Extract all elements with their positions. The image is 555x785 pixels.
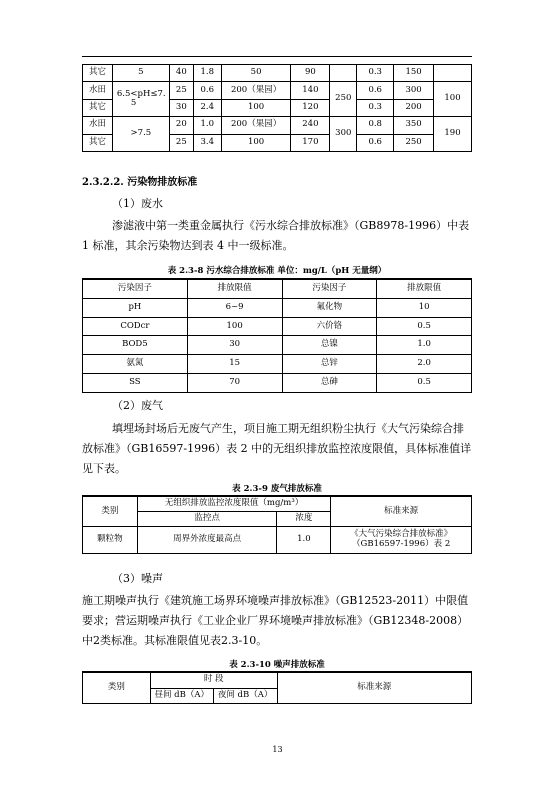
column-header: 类别 <box>83 496 138 527</box>
table-cell <box>434 65 472 82</box>
table-cell: 200（果园） <box>221 117 291 134</box>
table-cell: 100 <box>434 82 472 117</box>
table-header-row <box>83 672 472 688</box>
table-cell: 总锌 <box>282 355 377 374</box>
table-row <box>83 373 472 392</box>
noise-paragraph: 施工期噪声执行《建筑施工场界环境噪声排放标准》（GB12523-2011）中限值要求；营运期噪声执行《工业企业厂界环境噪声排放标准》（GB12348-2008）中2类标准。其标准限值见表2.3-10。 <box>82 594 469 647</box>
table-cell: 0.3 <box>357 65 394 82</box>
table-row <box>83 65 472 82</box>
table-cell: >7.5 <box>112 117 169 152</box>
table-cell: 30 <box>187 336 282 355</box>
table-cell: 100 <box>221 134 291 151</box>
exhaust-paragraph: 填埋场封场后无废气产生，项目施工期无组织粉尘执行《大气污染综合排放标准》（GB16597-1996）表 2 中的无组织排放监控浓度限值，具体标准值详见下表。 <box>82 422 472 475</box>
table-cell: 总砷 <box>282 373 377 392</box>
table-cell: 40 <box>169 65 193 82</box>
table-cell: 50 <box>221 65 291 82</box>
column-header: 无组织排放监控浓度限值（mg/m³） <box>137 496 330 512</box>
table-row <box>83 336 472 355</box>
table-cell: 0.8 <box>357 117 394 134</box>
noise-standard-table <box>82 671 472 704</box>
table-cell: 200（果园） <box>221 82 291 99</box>
column-header: 监控点 <box>137 512 277 527</box>
subsection-noise: （3）噪声 <box>112 572 163 585</box>
table-cell: BOD5 <box>83 336 188 355</box>
column-header: 类别 <box>83 672 151 704</box>
table-cell: 190 <box>434 117 472 152</box>
table-cell: 氨氮 <box>83 355 188 374</box>
table-cell: 15 <box>187 355 282 374</box>
column-header: 污染因子 <box>282 279 377 298</box>
table-cell: 300 <box>394 82 434 99</box>
table-cell: 90 <box>291 65 330 82</box>
column-header: 污染因子 <box>83 279 188 298</box>
table-cell: 350 <box>394 117 434 134</box>
column-header: 标准来源 <box>277 672 471 704</box>
table-cell: 其它 <box>83 134 113 151</box>
table-cell <box>330 65 357 82</box>
table-cell <box>112 82 169 117</box>
table-cell: 六价铬 <box>282 317 377 336</box>
header-rule <box>82 56 472 57</box>
exhaust-standard-table <box>82 495 472 554</box>
table-cell: 1.0 <box>193 117 221 134</box>
table-cell: 3.4 <box>193 134 221 151</box>
column-header: 夜间 dB（A） <box>213 688 277 704</box>
table-caption-exhaust: 表 2.3-9 废气排放标准 <box>232 484 322 494</box>
table-cell: 6~9 <box>187 298 282 317</box>
wastewater-standard-table <box>82 278 472 393</box>
table-row <box>83 317 472 336</box>
table-cell: 水田 <box>83 117 113 134</box>
table-cell: 1.0 <box>277 527 331 554</box>
table-header-row <box>83 279 472 298</box>
table-cell: 总镍 <box>282 336 377 355</box>
column-header: 排放限值 <box>377 279 472 298</box>
table-cell: 1.0 <box>377 336 472 355</box>
table-cell: 250 <box>394 134 434 151</box>
table-cell: 2.4 <box>193 99 221 116</box>
column-header: 昼间 dB（A） <box>150 688 213 704</box>
table-cell: 100 <box>187 317 282 336</box>
table-caption-noise: 表 2.3-10 噪声排放标准 <box>229 660 325 670</box>
table-cell: 300 <box>330 117 357 152</box>
table-header-row <box>83 496 472 512</box>
subsection-wastewater: （1）废水 <box>112 197 163 210</box>
table-cell: 颗粒物 <box>83 527 138 554</box>
column-header: 时 段 <box>150 672 277 688</box>
table-cell: 200 <box>394 99 434 116</box>
page-number: 13 <box>272 745 283 754</box>
table-cell: 25 <box>169 82 193 99</box>
table-cell: 20 <box>169 117 193 134</box>
table-cell: 其它 <box>83 65 113 82</box>
table-cell: 1.8 <box>193 65 221 82</box>
table-cell: 周界外浓度最高点 <box>137 527 277 554</box>
table-cell: CODcr <box>83 317 188 336</box>
table-cell: 170 <box>291 134 330 151</box>
table-row <box>83 298 472 317</box>
table-cell: SS <box>83 373 188 392</box>
column-header: 浓度 <box>277 512 331 527</box>
table-cell: 10 <box>377 298 472 317</box>
table-cell: 100 <box>221 99 291 116</box>
ph-range-cont: 5 <box>130 98 137 109</box>
column-header: 标准来源 <box>331 496 472 527</box>
table-caption-wastewater: 表 2.3-8 污水综合排放标准 单位：mg/L（pH 无量纲） <box>167 266 387 276</box>
table-cell: 2.0 <box>377 355 472 374</box>
table-cell: 30 <box>169 99 193 116</box>
table-cell: 0.6 <box>193 82 221 99</box>
table-cell: 氟化物 <box>282 298 377 317</box>
table-cell: pH <box>83 298 188 317</box>
table-cell: 0.3 <box>357 99 394 116</box>
table-cell: 140 <box>291 82 330 99</box>
table-cell: 0.5 <box>377 317 472 336</box>
table-cell: 其它 <box>83 99 113 116</box>
table-row <box>83 355 472 374</box>
subsection-exhaust: （2）废气 <box>112 399 163 412</box>
table-cell: 150 <box>394 65 434 82</box>
soil-standard-table <box>82 64 472 152</box>
table-cell: 70 <box>187 373 282 392</box>
table-cell: 0.5 <box>377 373 472 392</box>
table-row <box>83 117 472 134</box>
table-cell: 0.6 <box>357 82 394 99</box>
table-cell: 5 <box>112 65 169 82</box>
table-row <box>83 82 472 99</box>
table-cell: 25 <box>169 134 193 151</box>
wastewater-paragraph: 渗滤液中第一类重金属执行《污水综合排放标准》（GB8978-1996）中表 1 标准，其余污染物达到表 4 中一级标准。 <box>82 219 470 252</box>
table-cell: 0.6 <box>357 134 394 151</box>
table-cell: 240 <box>291 117 330 134</box>
column-header: 排放限值 <box>187 279 282 298</box>
table-cell: 120 <box>291 99 330 116</box>
table-cell: 水田 <box>83 82 113 99</box>
ph-range: 6.5<pH≤7. <box>116 88 166 99</box>
table-cell: 《大气污染综合排放标准》（GB16597-1996）表 2 <box>331 527 472 554</box>
table-row <box>83 527 472 554</box>
section-heading: 2.3.2.2. 污染物排放标准 <box>82 177 198 188</box>
table-cell: 250 <box>330 82 357 117</box>
